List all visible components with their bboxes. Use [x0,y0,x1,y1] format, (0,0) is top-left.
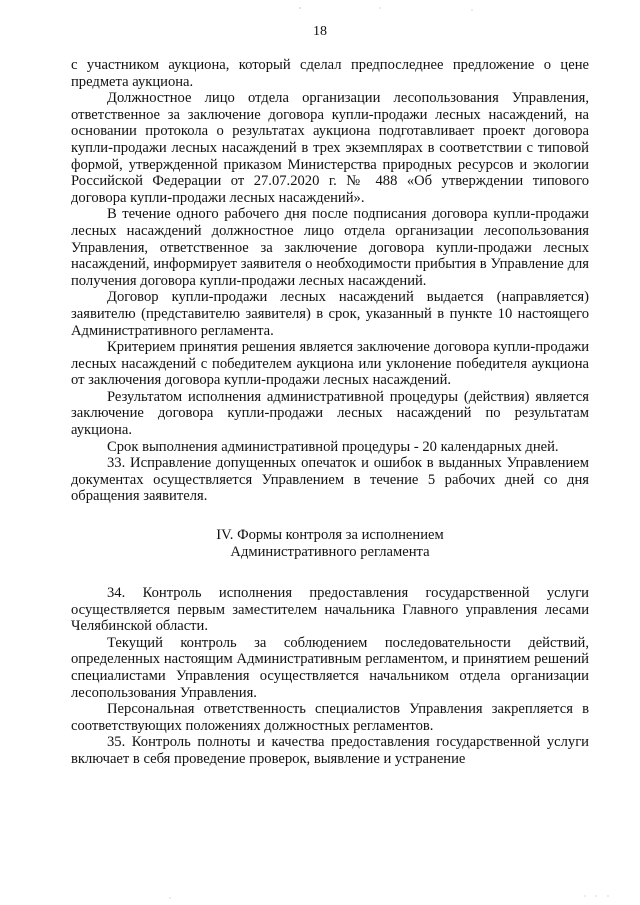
paragraph: Персональная ответственность специалистов Управления закрепляется в соответствующих положениях должностных регламентов. [71,701,589,734]
page-number: 18 [313,24,327,39]
document-body [71,57,589,768]
paragraph: Результатом исполнения административной процедуры (действия) является заключение договора купли-продажи лесных насаждений по результатам аукциона. [71,388,589,439]
paragraph: с участником аукциона, который сделал предпоследнее предложение о цене предмета аукциона. [71,57,589,90]
section-heading-line: IV. Формы контроля за исполнением [216,527,444,544]
section-heading-line: Административного регламента [230,544,430,561]
section-heading [71,527,589,561]
paragraph: Срок выполнения административной процедуры - 20 календарных дней. [107,438,559,455]
paragraph-clause-34: 34. Контроль исполнения предоставления государственной услуги осуществляется первым заместителем начальника Главного управления лесами Челябинской области. [71,585,589,635]
paragraph: Должностное лицо отдела организации лесопользования Управления, ответственное за заключение договора купли-продажи лесных насаждений, на основании протокола о результатах аукциона подготавливает проект договора купли-продажи лесных насаждений в трех экземплярах в соответствии с типовой формой, утвержденной приказом Министерства природных ресурсов и экологии Российской Федерации от 27.07.2020 г. № 488 «Об утверждении типового договора купли-продажи лесных насаждений». [71,90,589,206]
paragraph: В течение одного рабочего дня после подписания договора купли-продажи лесных насаждений должностное лицо отдела организации лесопользования Управления, ответственное за заключение договора купли-продажи лесных насаждений, информирует заявителя о необходимости прибытия в Управление для получения договора купли-продажи лесных насаждений. [71,206,589,289]
paragraph-clause-33: 33. Исправление допущенных опечаток и ошибок в выданных Управлением документах осуществляется Управлением в течение 5 рабочих дней со дня обращения заявителя. [71,455,589,505]
paragraph: Текущий контроль за соблюдением последовательности действий, определенных настоящим Административным регламентом, и принятием решений специалистами Управления осуществляется начальником отдела организации лесопользования Управления. [71,634,589,701]
paragraph-clause-35: 35. Контроль полноты и качества предоставления государственной услуги включает в себя проведение проверок, выявление и устранение [71,734,589,767]
paragraph: Договор купли-продажи лесных насаждений выдается (направляется) заявителю (представителю заявителя) в срок, указанный в пункте 10 настоящего Административного регламента. [71,289,589,339]
paragraph: Критерием принятия решения является заключение договора купли-продажи лесных насаждений с победителем аукциона или уклонение победителя аукциона от заключения договора купли-продажи лесных насаждений. [71,339,589,389]
